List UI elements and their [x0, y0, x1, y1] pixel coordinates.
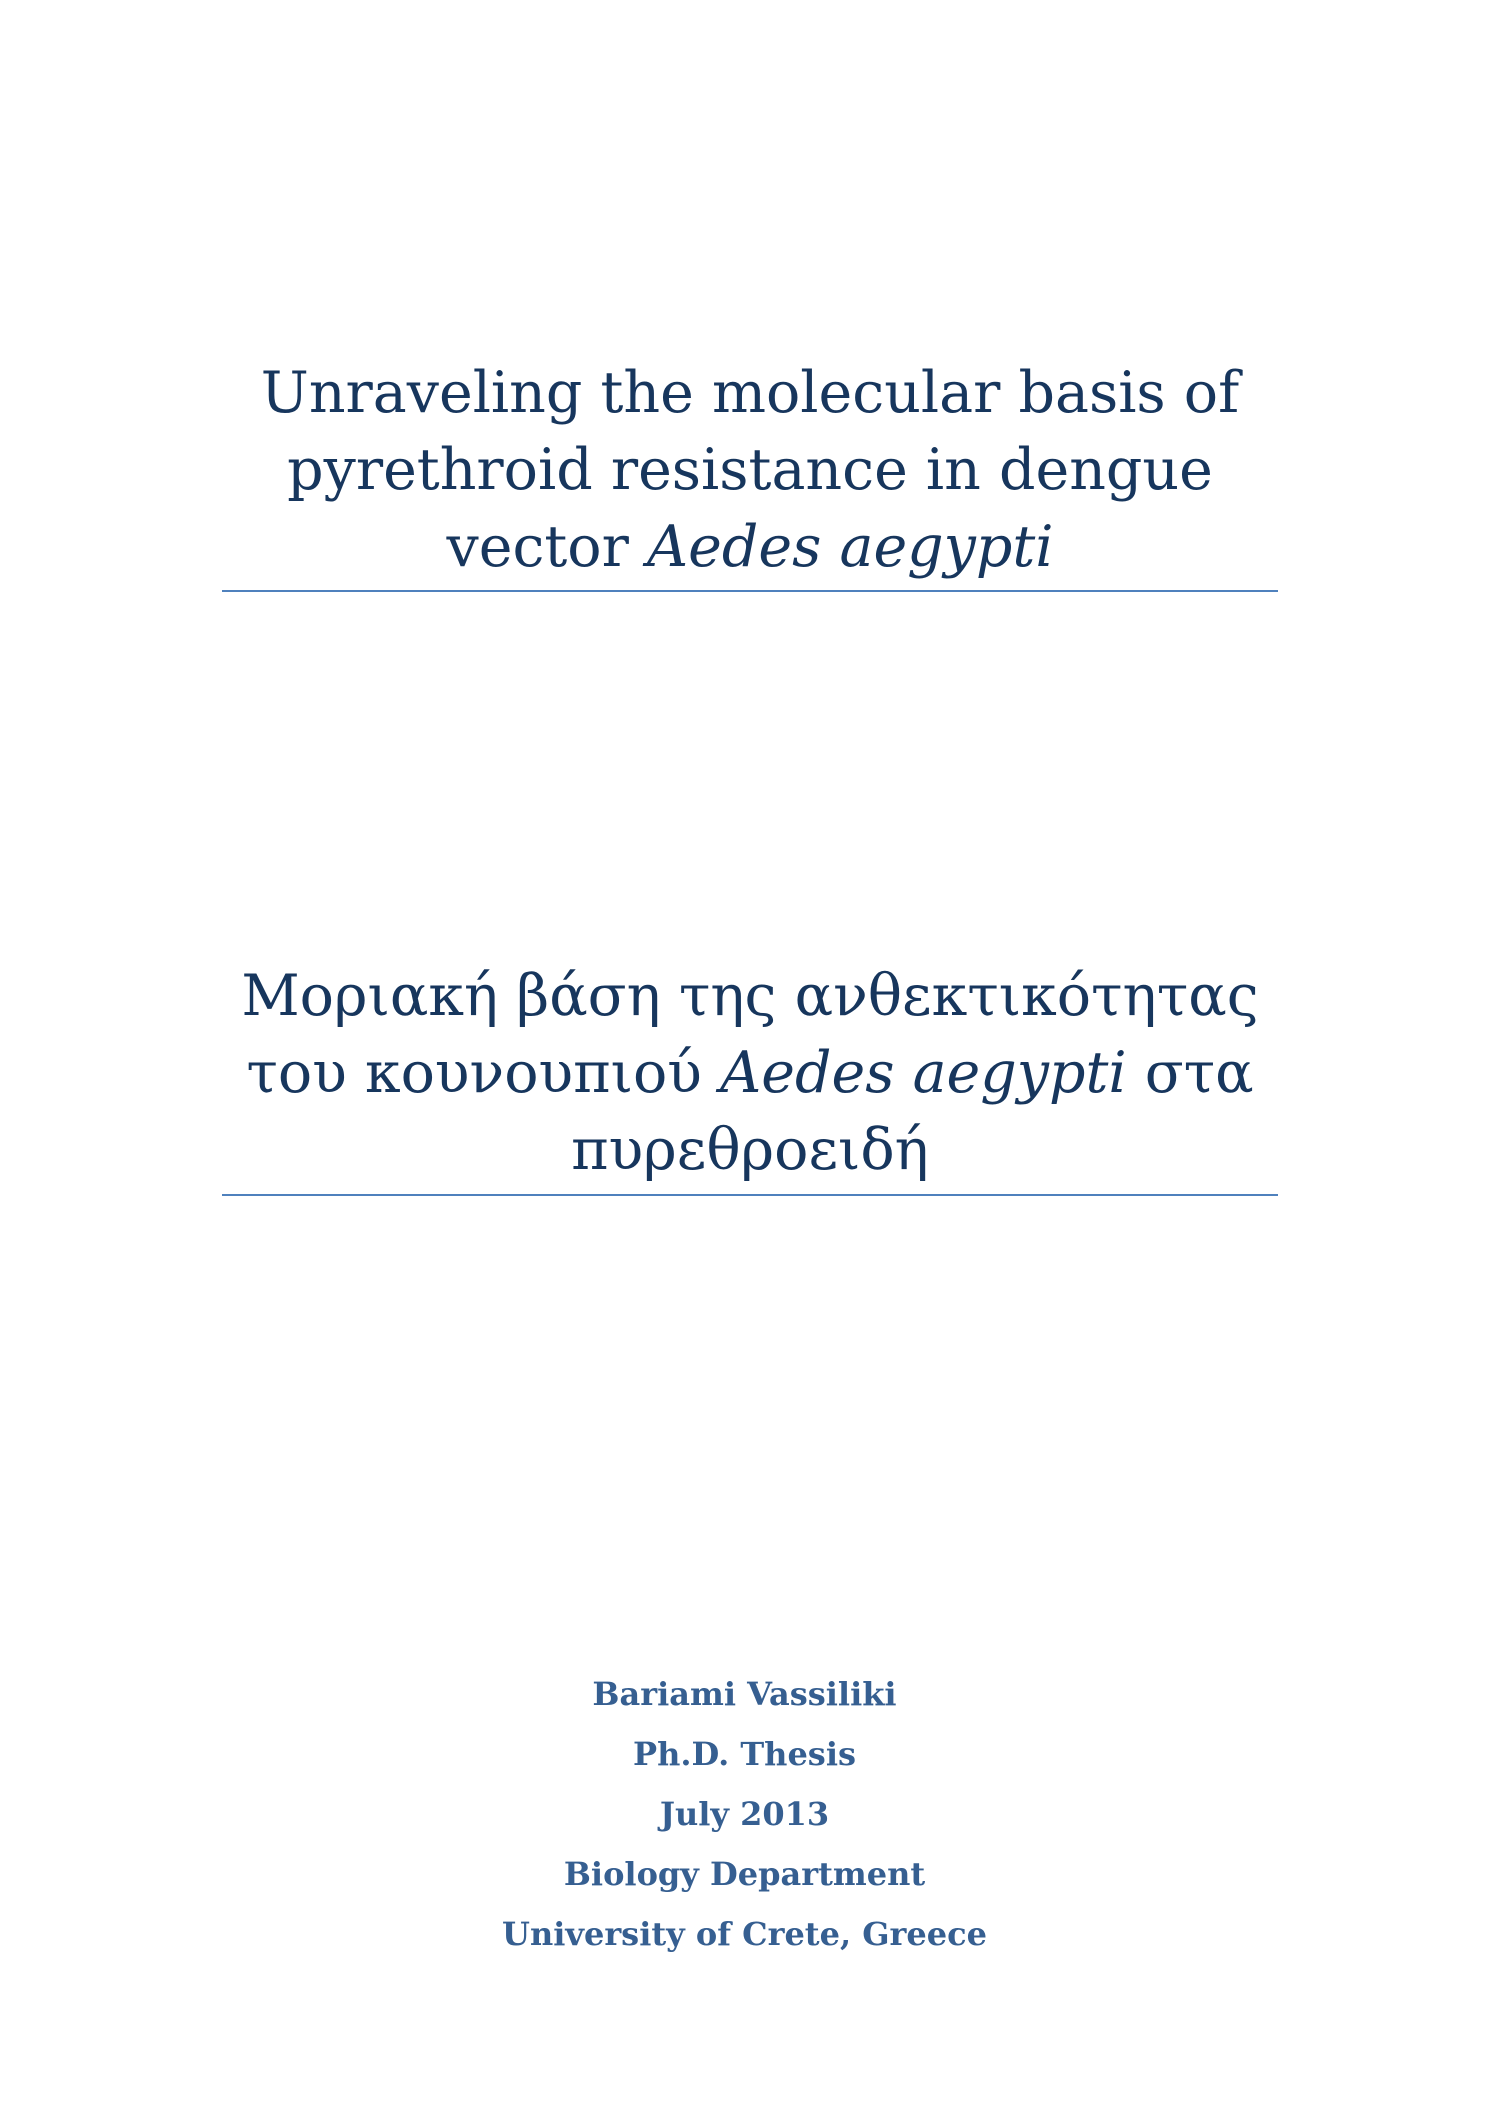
greek-title-line-2	[222, 1035, 1278, 1112]
institution-name: University of Crete, Greece	[502, 1915, 987, 1953]
department-name: Biology Department	[563, 1855, 926, 1893]
thesis-date: July 2013	[659, 1795, 830, 1833]
title-underline-greek	[222, 1194, 1278, 1196]
english-title	[222, 355, 1278, 586]
greek-title-line-3: πυρεθροειδή	[571, 1117, 929, 1183]
thesis-info	[0, 1664, 1489, 1964]
greek-title	[222, 958, 1278, 1189]
title-underline-english	[222, 590, 1278, 592]
english-title-line-3	[222, 509, 1278, 586]
greek-title-species: Aedes aegypti	[720, 1040, 1127, 1106]
degree-type: Ph.D. Thesis	[633, 1735, 856, 1773]
greek-title-line-1: Μοριακή βάση της ανθεκτικότητας	[241, 963, 1259, 1029]
greek-title-prefix: του κουνουπιού	[246, 1040, 721, 1106]
english-title-prefix: vector	[446, 514, 647, 580]
english-title-species: Aedes aegypti	[646, 514, 1054, 580]
english-title-line-2: pyrethroid resistance in dengue	[287, 437, 1213, 503]
author-name: Bariami Vassiliki	[592, 1675, 897, 1713]
greek-title-suffix: στα	[1126, 1040, 1254, 1106]
english-title-line-1: Unraveling the molecular basis of	[260, 360, 1240, 426]
